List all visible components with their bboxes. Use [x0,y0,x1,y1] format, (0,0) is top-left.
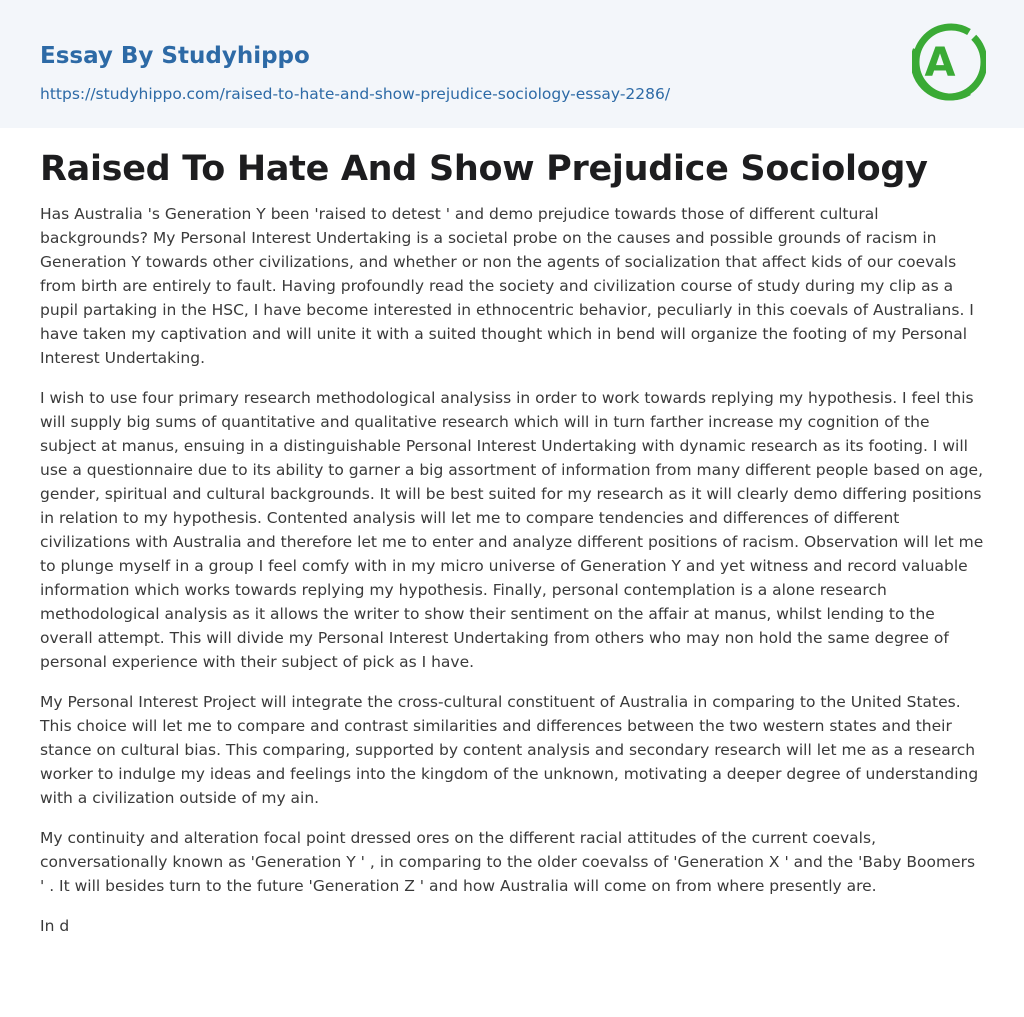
article [0,148,1024,938]
studyhippo-logo-icon[interactable] [912,18,986,106]
logo-letter: A [924,40,956,86]
article-paragraph-2: I wish to use four primary research methodological analysiss in order to work towards replying my hypothesis. I feel this will supply big sums of quantitative and qualitative research which will in turn farther increase my cognition of the subject at manus, ensuing in a distinguishable Personal Interest Undertaking with dynamic research as its footing. I will use a questionnaire due to its ability to garner a big assortment of information from many different people based on age, gender, spiritual and cultural backgrounds. It will be best suited for my research as it will clearly demo differing positions in relation to my hypothesis. Contented analysis will let me to compare tendencies and differences of different civilizations with Australia and therefore let me to enter and analyze different positions of racism. Observation will let me to plunge myself in a group I feel comfy with in my micro universe of Generation Y and yet witness and record valuable information which works towards replying my hypothesis. Finally, personal contemplation is a alone research methodological analysis as it allows the writer to show their sentiment on the affair at manus, whilst lending to the overall attempt. This will divide my Personal Interest Undertaking from others who may non hold the same degree of personal experience with their subject of pick as I have. [40,389,984,671]
article-paragraph-1: Has Australia 's Generation Y been 'raised to detest ' and demo prejudice towards those of different cultural backgrounds? My Personal Interest Undertaking is a societal probe on the causes and possible grounds of racism in Generation Y towards other civilizations, and whether or non the agents of socialization that affect kids of our coevals from birth are entirely to fault. Having profoundly read the society and civilization course of study during my clip as a pupil partaking in the HSC, I have become interested in ethnocentric behavior, peculiarly in this coevals of Australians. I have taken my captivation and will unite it with a suited thought which in bend will organize the footing of my Personal Interest Undertaking. [40,205,974,367]
site-header [0,0,1024,128]
article-paragraph-5: In d [40,917,70,935]
page-title: Raised To Hate And Show Prejudice Sociology [40,149,928,189]
article-url-link[interactable]: https://studyhippo.com/raised-to-hate-and-show-prejudice-sociology-essay-2286/ [40,85,671,103]
article-paragraph-3: My Personal Interest Project will integrate the cross-cultural constituent of Australia in comparing to the United States. This choice will let me to compare and contrast similarities and differences between the two western states and their stance on cultural bias. This comparing, supported by content analysis and secondary research will let me as a research worker to indulge my ideas and feelings into the kingdom of the unknown, motivating a deeper degree of understanding with a civilization outside of my ain. [40,693,979,807]
site-name[interactable]: Essay By Studyhippo [40,43,310,69]
article-paragraph-4: My continuity and alteration focal point dressed ores on the different racial attitudes of the current coevals, conversationally known as 'Generation Y ' , in comparing to the older coevalss of 'Generation X ' and the 'Baby Boomers ' . It will besides turn to the future 'Generation Z ' and how Australia will come on from where presently are. [40,829,976,895]
